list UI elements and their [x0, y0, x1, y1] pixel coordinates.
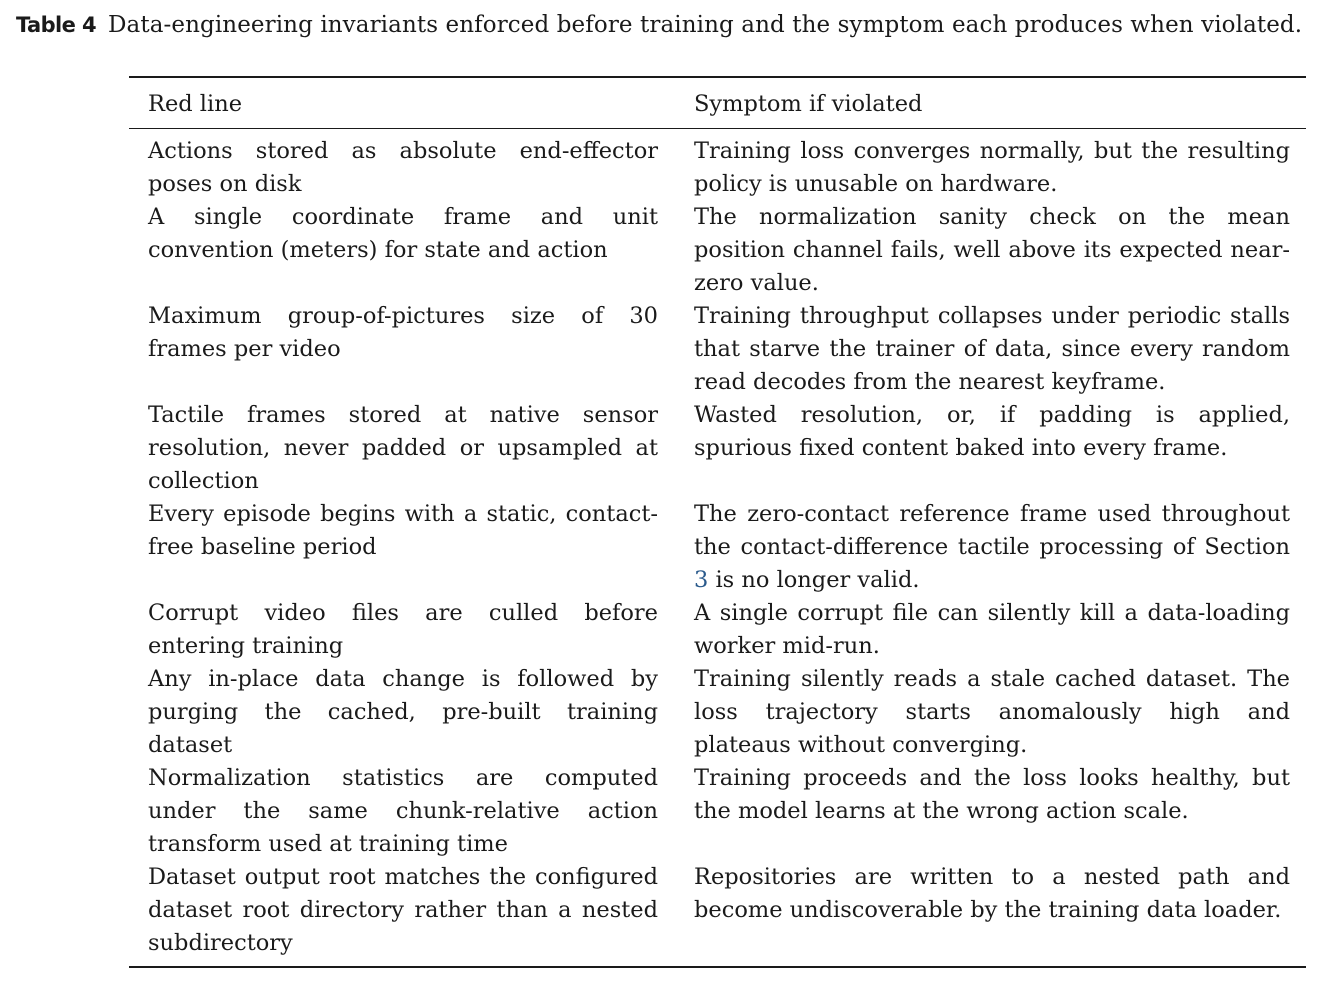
table-row: [129, 663, 1306, 762]
red-line-cell: Maximum group-of-pictures size of 30 frames per video: [148, 303, 658, 362]
red-line-cell: Actions stored as absolute end-effector poses on disk: [148, 138, 658, 197]
invariants-table: [129, 76, 1306, 968]
symptom-cell: Training loss converges normally, but the resulting policy is unusable on hardware.: [694, 138, 1290, 197]
caption-text: Data-engineering invariants enforced before training and the symptom each produces when violated.: [108, 12, 1303, 38]
symptom-cell: Repositories are written to a nested path and become undiscoverable by the training data loader.: [694, 864, 1290, 923]
symptom-cell: Training silently reads a stale cached dataset. The loss trajectory starts anomalously high and plateaus without converging.: [694, 666, 1290, 758]
red-line-cell: Normalization statistics are computed under the same chunk-relative action transform used at training time: [148, 765, 658, 857]
column-header-red-line: Red line: [148, 91, 243, 117]
table-row: [129, 399, 1306, 498]
table-row: [129, 135, 1306, 201]
table-caption: [16, 12, 1336, 38]
table-header-row: [129, 78, 1306, 129]
red-line-cell: Tactile frames stored at native sensor resolution, never padded or upsampled at collection: [148, 402, 658, 494]
table-row: [129, 300, 1306, 399]
symptom-cell: The normalization sanity check on the mean position channel fails, well above its expected near-zero value.: [694, 204, 1290, 296]
red-line-cell: Corrupt video files are culled before entering training: [148, 600, 658, 659]
red-line-cell: Every episode begins with a static, contact-free baseline period: [148, 501, 658, 560]
table-body: [129, 129, 1306, 966]
symptom-text: is no longer valid.: [708, 567, 920, 593]
symptom-text: The zero-contact reference frame used throughout the contact-difference tactile processing of Section: [694, 501, 1290, 560]
table-row: [129, 597, 1306, 663]
table-row: [129, 201, 1306, 300]
symptom-cell: Wasted resolution, or, if padding is applied, spurious fixed content baked into every frame.: [694, 402, 1290, 461]
symptom-cell: Training throughput collapses under periodic stalls that starve the trainer of data, since every random read decodes from the nearest keyframe.: [694, 303, 1290, 395]
table-row: [129, 861, 1306, 960]
red-line-cell: Dataset output root matches the configured dataset root directory rather than a nested subdirectory: [148, 864, 658, 956]
symptom-cell: [694, 498, 1290, 597]
red-line-cell: A single coordinate frame and unit convention (meters) for state and action: [148, 204, 658, 263]
column-header-symptom: Symptom if violated: [694, 91, 923, 117]
symptom-cell: Training proceeds and the loss looks healthy, but the model learns at the wrong action scale.: [694, 765, 1290, 824]
table-row: [129, 498, 1306, 597]
table-label: Table 4: [16, 13, 96, 37]
section-reference-link[interactable]: 3: [694, 567, 709, 593]
symptom-cell: A single corrupt file can silently kill a data-loading worker mid-run.: [694, 600, 1290, 659]
table-row: [129, 762, 1306, 861]
red-line-cell: Any in-place data change is followed by purging the cached, pre-built training dataset: [148, 666, 658, 758]
